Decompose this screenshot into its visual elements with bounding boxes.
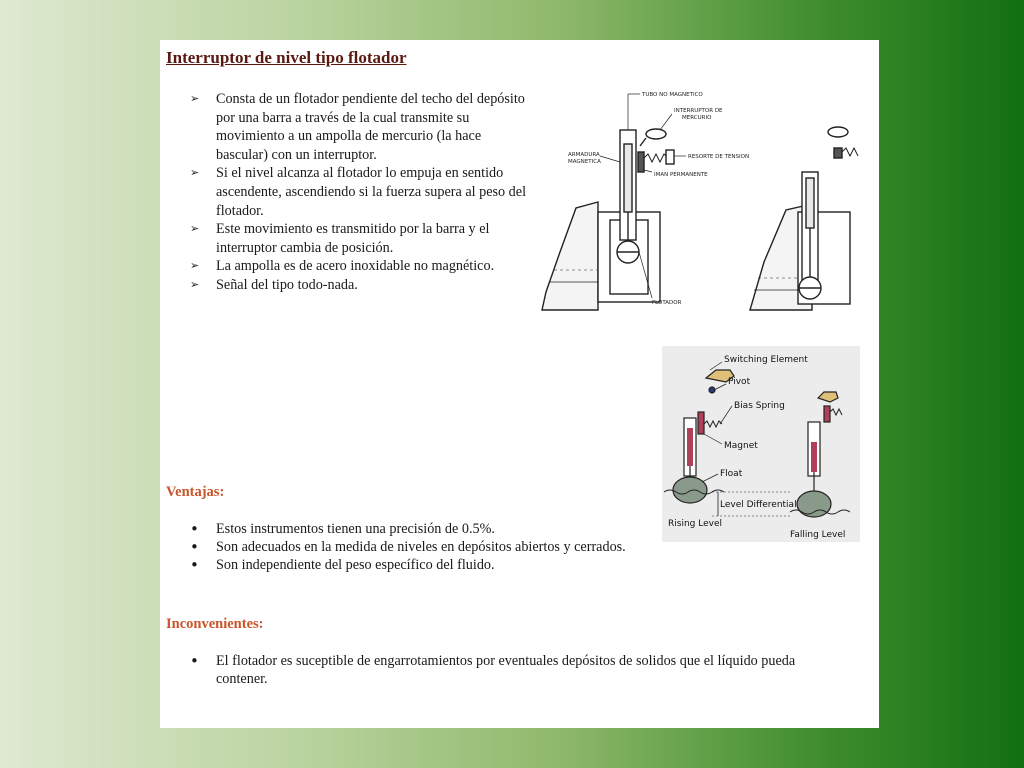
description-item: ➢ La ampolla es de acero inoxidable no magnético. [190, 257, 535, 276]
float-switch-schematic [540, 92, 870, 314]
label-bias-spring: Bias Spring [734, 401, 785, 411]
label-tubo: TUBO NO MAGNETICO [642, 92, 703, 98]
label-pivot: Pivot [728, 377, 751, 387]
document-page [160, 40, 879, 728]
label-armadura-1: ARMADURA [568, 152, 600, 158]
inconvenientes-item: • El flotador es suceptible de engarrotamientos por eventuales depósitos de solidos que el líquido pueda contener. [190, 652, 848, 688]
ventajas-item: • Son adecuados en la medida de niveles en depósitos abiertos y cerrados. [190, 538, 662, 556]
label-level-differential: Level Differential [720, 500, 797, 510]
label-iman: IMAN PERMANENTE [654, 172, 708, 178]
label-armadura-2: MAGNETICA [568, 159, 601, 165]
ventajas-item: • Son independiente del peso específico del fluido. [190, 556, 662, 574]
description-item: ➢ Si el nivel alcanza al flotador lo empuja en sentido ascendente, ascendiendo si la fuerza supera al peso del flotador. [190, 164, 535, 220]
label-falling-level: Falling Level [790, 530, 846, 540]
label-interruptor-1: INTERRUPTOR DE [674, 108, 723, 114]
label-switching-element: Switching Element [724, 355, 808, 365]
ventajas-item: • Estos instrumentos tienen una precisión de 0.5%. [190, 520, 662, 538]
description-item: ➢ Señal del tipo todo-nada. [190, 276, 535, 295]
inconvenientes-list [190, 652, 848, 688]
label-magnet: Magnet [724, 441, 758, 451]
description-list [190, 90, 535, 295]
page-title: Interruptor de nivel tipo flotador [166, 48, 407, 67]
inconvenientes-heading: Inconvenientes: [166, 616, 264, 632]
description-item: ➢ Consta de un flotador pendiente del techo del depósito por una barra a través de la cual transmite su movimiento a un ampolla de mercurio (la hace bascular) con un interruptor. [190, 90, 535, 164]
ventajas-heading: Ventajas: [166, 484, 225, 500]
float-switch-illustration [662, 346, 860, 542]
label-flotador: FLOTADOR [652, 300, 682, 306]
ventajas-list [190, 520, 662, 574]
label-rising-level: Rising Level [668, 519, 722, 529]
label-float: Float [720, 469, 743, 479]
label-interruptor-2: MERCURIO [682, 115, 712, 121]
description-item: ➢ Este movimiento es transmitido por la barra y el interruptor cambia de posición. [190, 220, 535, 257]
label-resorte: RESORTE DE TENSION [688, 154, 750, 160]
